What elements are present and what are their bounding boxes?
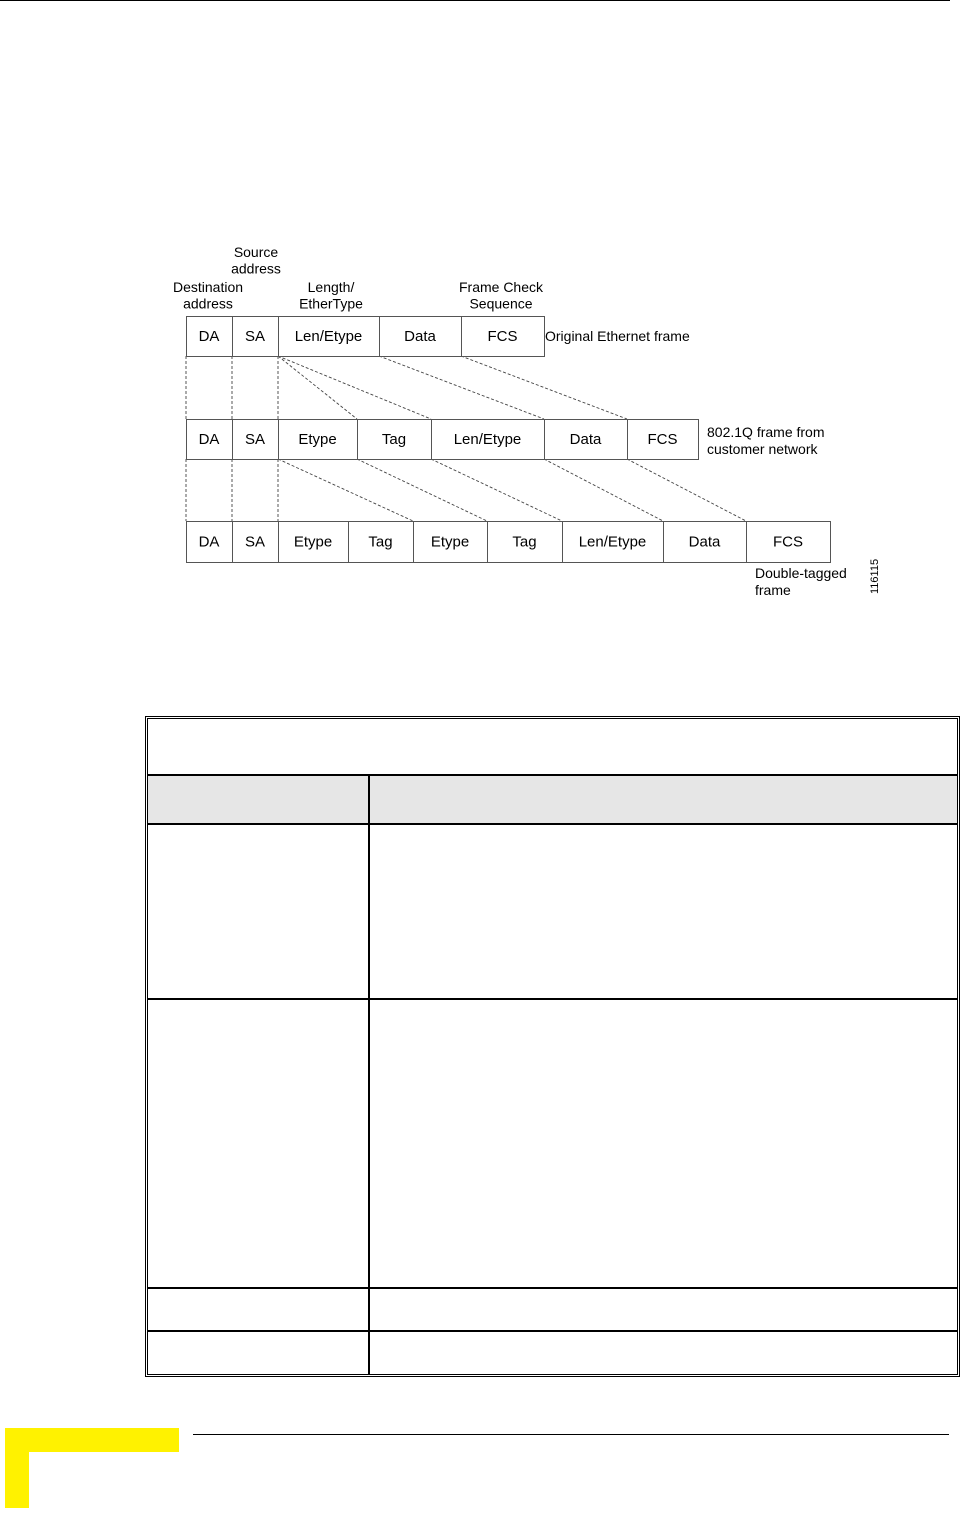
frame-field-label: Tag bbox=[368, 533, 393, 551]
frame-caption: Double-tagged frame bbox=[755, 565, 847, 598]
footer-accent-side bbox=[5, 1428, 29, 1508]
figure-id: 116115 bbox=[869, 558, 881, 594]
frame-field-label: Data bbox=[688, 533, 721, 551]
frame-row-1 bbox=[187, 317, 545, 357]
frame-caption: Original Ethernet frame bbox=[545, 328, 690, 344]
mapping-line bbox=[379, 356, 544, 419]
frame-caption: 802.1Q frame from customer network bbox=[707, 424, 825, 457]
mapping-line bbox=[278, 356, 357, 419]
frame-field-label: Tag bbox=[512, 533, 537, 551]
frame-field-label: Data bbox=[569, 431, 602, 448]
label-destination-address: Destination address bbox=[172, 279, 244, 312]
frame-field-label: FCS bbox=[487, 328, 518, 345]
table-title-row bbox=[148, 719, 957, 776]
mapping-line bbox=[431, 459, 562, 521]
frame-row-2 bbox=[187, 420, 699, 460]
frame-field-label: Etype bbox=[430, 533, 470, 551]
label-frame-check-sequence: Frame Check Sequence bbox=[458, 279, 544, 312]
label-source-address: Source address bbox=[231, 244, 281, 277]
frame-field-label: DA bbox=[198, 533, 220, 551]
frame-field-label: DA bbox=[198, 328, 220, 345]
frame-field-label: SA bbox=[244, 431, 266, 448]
footer-accent-bar bbox=[5, 1428, 179, 1452]
frame-field-label: SA bbox=[244, 533, 266, 551]
frame-field-label: Tag bbox=[381, 431, 407, 448]
frame-row-3 bbox=[187, 522, 831, 563]
mapping-line bbox=[278, 459, 413, 521]
frame-field-label: Len/Etype bbox=[578, 533, 647, 551]
frame-field-label: FCS bbox=[773, 533, 803, 551]
table-row bbox=[148, 1289, 957, 1332]
frame-field-label: Data bbox=[404, 328, 436, 345]
frame-field-label: SA bbox=[244, 328, 266, 345]
table-column-divider bbox=[368, 776, 370, 1374]
frame-field-label: DA bbox=[198, 431, 220, 448]
mapping-line bbox=[357, 459, 487, 521]
info-table bbox=[145, 716, 960, 1377]
mapping-line bbox=[461, 356, 627, 419]
mapping-line bbox=[627, 459, 746, 521]
frame-format-diagram bbox=[0, 0, 960, 640]
table-row bbox=[148, 825, 957, 1000]
frame-field-label: FCS bbox=[647, 431, 678, 448]
frame-field-label: Etype bbox=[298, 431, 337, 448]
mapping-line bbox=[278, 356, 431, 419]
footer-rule bbox=[193, 1434, 949, 1435]
frame-field-label: Len/Etype bbox=[294, 328, 363, 345]
frame-field-label: Etype bbox=[293, 533, 333, 551]
table-row bbox=[148, 1000, 957, 1289]
frame-field-label: Len/Etype bbox=[453, 431, 522, 448]
label-length-ethertype: Length/ EtherType bbox=[299, 279, 363, 312]
table-header-row bbox=[148, 776, 957, 825]
table-row bbox=[148, 1332, 957, 1374]
